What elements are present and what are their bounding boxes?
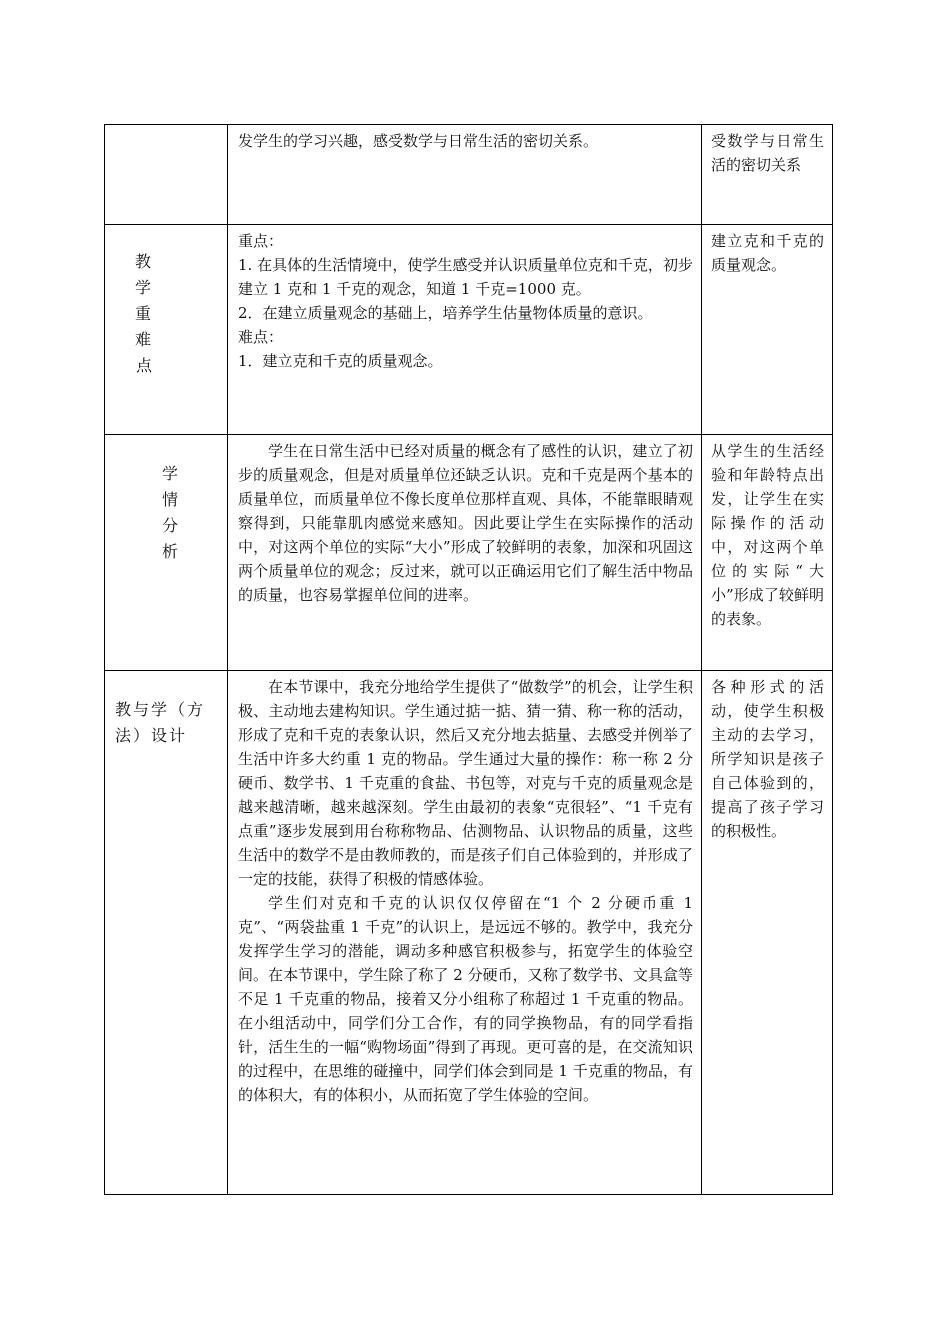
note-text: 从学生的生活经验和年龄特点出发，让学生在实际操作的活动中，对这两个单位的实际“大小”形成了较鲜明的表象。 bbox=[711, 442, 824, 628]
vertical-label bbox=[133, 249, 153, 379]
row-label-student-analysis bbox=[105, 435, 228, 671]
table-row bbox=[105, 125, 833, 225]
row-note bbox=[702, 225, 833, 435]
paragraph: 难点： bbox=[238, 328, 284, 346]
paragraph: 2．在建立质量观念的基础上，培养学生估量物体质量的意识。 bbox=[238, 304, 653, 322]
row-note bbox=[702, 671, 833, 1195]
row-content bbox=[228, 125, 702, 225]
paragraph: 在本节课中，我充分地给学生提供了“做数学”的机会，让学生积极、主动地去建构知识。学生通过掂一掂、猜一猜、称一称的活动，形成了克和千克的表象认识，然后又充分地去掂量、去感受并例举了生活中许多大约重 1 克的物品。学生通过大量的操作：称一称 2 分硬币、数学书、1 千克重的食盐、书包等，对克与千克的质量观念是越来越清晰，越来越深刻。学生由最初的表象“克很轻”、“1 千克有点重”逐步发展到用台称称物品、估测物品、认识物品的质量，这些生活中的数学不是由教师教的，而是孩子们自己体验到的，并形成了一定的技能，获得了积极的情感体验。 bbox=[238, 678, 693, 888]
row-label-method-design bbox=[105, 671, 228, 1195]
table-row bbox=[105, 435, 833, 671]
row-content bbox=[228, 671, 702, 1195]
label-char: 教 bbox=[134, 252, 151, 271]
row-label-key-difficult-points bbox=[105, 225, 228, 435]
label-char: 学 bbox=[134, 278, 151, 297]
row-content bbox=[228, 225, 702, 435]
note-text: 受数学与日常生活的密切关系 bbox=[711, 132, 824, 174]
paragraph: 重点： bbox=[238, 232, 284, 250]
row-label-empty bbox=[105, 125, 228, 225]
paragraph: 学生们对克和千克的认识仅仅停留在“1 个 2 分硬币重 1 克”、“两袋盐重 1 千克”的认识上，是远远不够的。教学中，我充分发挥学生学习的潜能，调动多种感官积极参与，拓宽学生的体验空间。在本节课中，学生除了称了 2 分硬币，又称了数学书、文具盒等不足 1 千克重的物品，接着又分小组称了称超过 1 千克重的物品。在小组活动中，同学们分工合作，有的同学换物品，有的同学看指针，活生生的一幅“购物场面”得到了再现。更可喜的是，在交流知识的过程中，在思维的碰撞中，同学们体会到同是 1 千克重的物品，有的体积大，有的体积小，从而拓宽了学生体验的空间。 bbox=[238, 894, 693, 1104]
paragraph: 发学生的学习兴趣，感受数学与日常生活的密切关系。 bbox=[238, 132, 599, 150]
label-text: 教与学（方法）设计 bbox=[115, 700, 206, 745]
label-char: 难 bbox=[134, 330, 151, 349]
label-char: 学 bbox=[161, 464, 178, 483]
row-note bbox=[702, 125, 833, 225]
lesson-plan-table bbox=[104, 124, 833, 1195]
label-char: 情 bbox=[161, 490, 178, 509]
paragraph: 1．建立克和千克的质量观念。 bbox=[238, 352, 443, 370]
row-content bbox=[228, 435, 702, 671]
label-char: 分 bbox=[161, 516, 178, 535]
vertical-label bbox=[160, 461, 180, 565]
row-note bbox=[702, 435, 833, 671]
label-char: 点 bbox=[135, 356, 152, 375]
label-char: 析 bbox=[161, 542, 178, 561]
note-text: 各种形式的活动，使学生积极主动的去学习，所学知识是孩子自己体验到的，提高了孩子学习的积极性。 bbox=[711, 678, 824, 840]
table-row bbox=[105, 671, 833, 1195]
paragraph: 1. 在具体的生活情境中，使学生感受并认识质量单位克和千克，初步建立 1 克和 1 千克的观念，知道 1 千克=1000 克。 bbox=[238, 256, 693, 298]
paragraph: 学生在日常生活中已经对质量的概念有了感性的认识，建立了初步的质量观念，但是对质量单位还缺乏认识。克和千克是两个基本的质量单位，而质量单位不像长度单位那样直观、具体，不能靠眼睛观察得到，只能靠肌肉感觉来感知。因此要让学生在实际操作的活动中，对这两个单位的实际“大小”形成了较鲜明的表象，加深和巩固这两个质量单位的观念；反过来，就可以正确运用它们了解生活中物品的质量，也容易掌握单位间的进率。 bbox=[238, 442, 693, 604]
note-text: 建立克和千克的质量观念。 bbox=[711, 232, 824, 274]
table-row bbox=[105, 225, 833, 435]
label-char: 重 bbox=[134, 304, 151, 323]
